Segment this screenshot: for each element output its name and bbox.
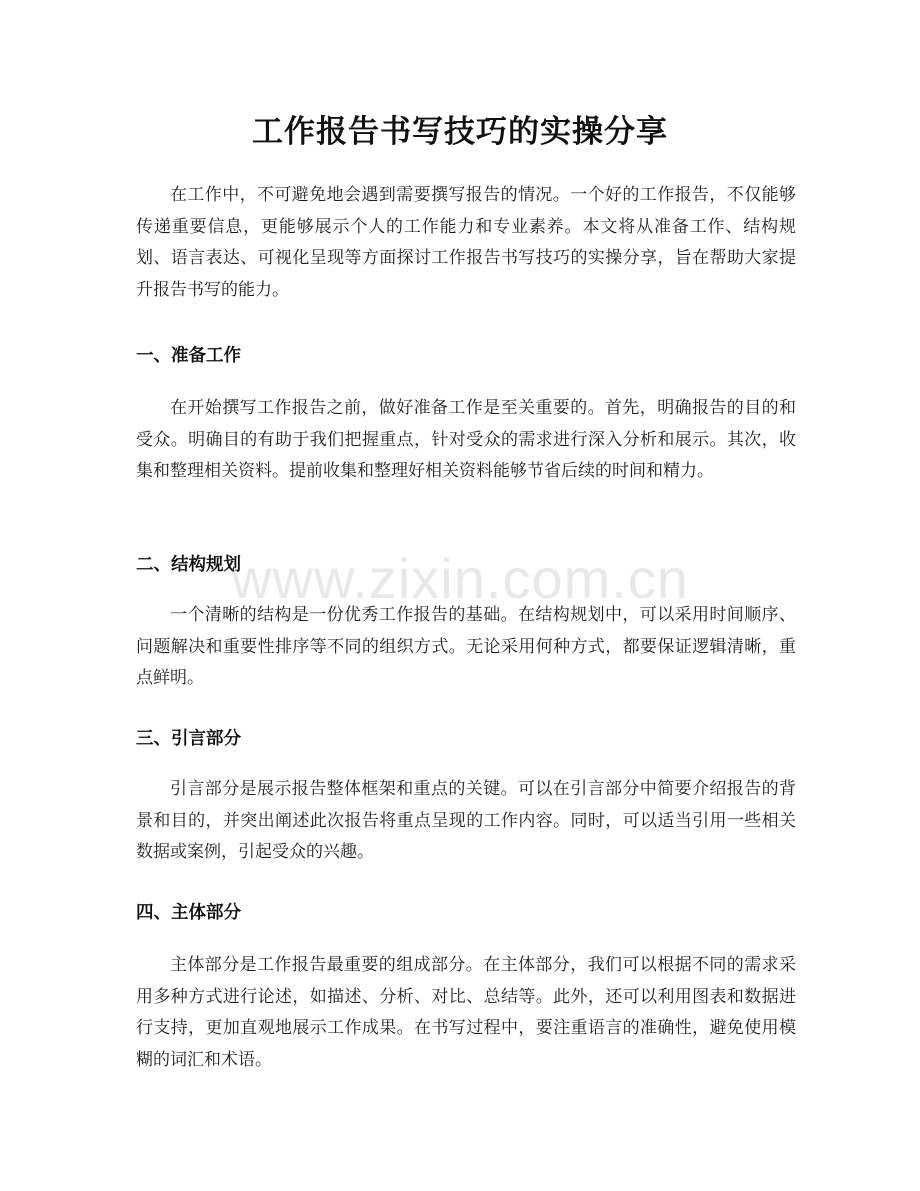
section-body-preparation: 在开始撰写工作报告之前，做好准备工作是至关重要的。首先，明确报告的目的和受众。明确目的有助于我们把握重点，针对受众的需求进行深入分析和展示。其次，收集和整理相关资料。提前收集和整理好相关资料能够节省后续的时间和精力。 (136, 398, 796, 481)
section-heading-introduction: 三、引言部分 (136, 729, 241, 749)
watermark: www.zixin.com.cn (231, 547, 689, 610)
section-body-structure: 一个清晰的结构是一份优秀工作报告的基础。在结构规划中，可以采用时间顺序、问题解决和重要性排序等不同的组织方式。无论采用何种方式，都要保证逻辑清晰，重点鲜明。 (136, 605, 796, 688)
section-heading-main-body: 四、主体部分 (136, 903, 241, 923)
section-body-main-body: 主体部分是工作报告最重要的组成部分。在主体部分，我们可以根据不同的需求采用多种方式进行论述，如描述、分析、对比、总结等。此外，还可以利用图表和数据进行支持，更加直观地展示工作成果。在书写过程中，要注重语言的准确性，避免使用模糊的词汇和术语。 (136, 955, 796, 1070)
intro-paragraph: 在工作中，不可避免地会遇到需要撰写报告的情况。一个好的工作报告，不仅能够传递重要信息，更能够展示个人的工作能力和专业素养。本文将从准备工作、结构规划、语言表达、可视化呈现等方面探讨工作报告书写技巧的实操分享，旨在帮助大家提升报告书写的能力。 (136, 185, 796, 300)
document-title: 工作报告书写技巧的实操分享 (252, 114, 668, 150)
section-heading-preparation: 一、准备工作 (136, 346, 241, 366)
section-heading-structure: 二、结构规划 (136, 555, 241, 575)
section-body-introduction: 引言部分是展示报告整体框架和重点的关键。可以在引言部分中简要介绍报告的背景和目的，并突出阐述此次报告将重点呈现的工作内容。同时，可以适当引用一些相关数据或案例，引起受众的兴趣。 (136, 779, 796, 862)
